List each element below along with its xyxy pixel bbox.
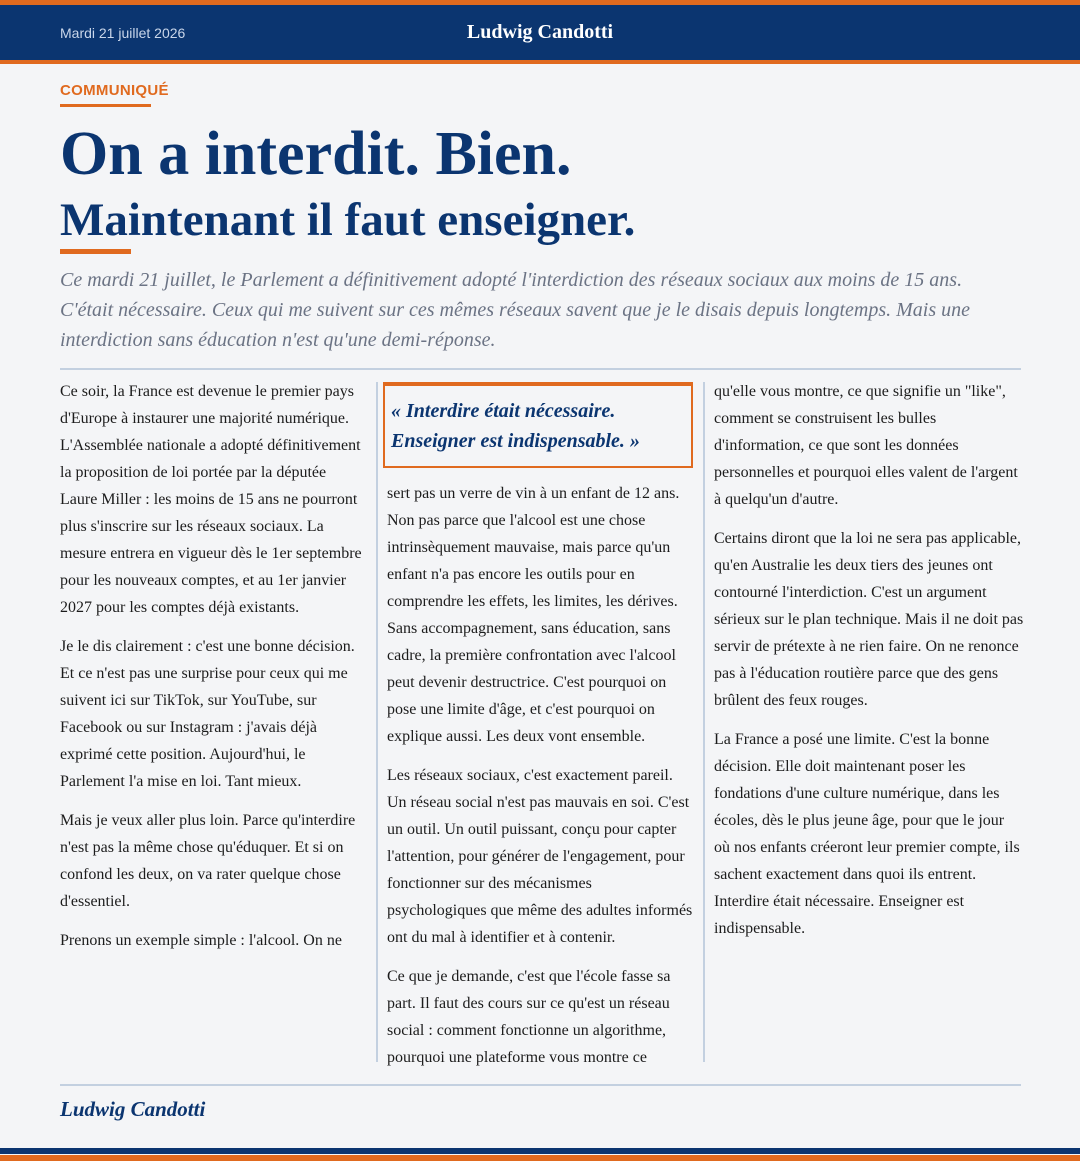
section-kicker: COMMUNIQUÉ (60, 82, 169, 99)
paragraph: Ce que je demande, c'est que l'école fasse sa part. Il faut des cours sur ce qu'est un réseau social : comment fonctionne un algorithme, pourquoi une plateforme vous montre ce (387, 968, 671, 1066)
paragraph: Certains diront que la loi ne sera pas applicable, qu'en Australie les deux tiers des jeunes ont contourné l'interdiction. C'est un argument sérieux sur le plan technique. Mais il ne doit pas servir de prétexte à ne rien faire. On ne renonce pas à l'éducation routière parce que des gens brûlent des feux rouges. (714, 530, 1024, 709)
pull-quote-line-2: Enseigner est indispensable. » (391, 430, 640, 452)
pull-quote (383, 382, 693, 468)
paragraph: La France a posé une limite. C'est la bonne décision. Elle doit maintenant poser les fondations d'une culture numérique, dans les écoles, dès le plus jeune âge, pour que le jour où nos enfants créeront leur premier compte, ils sachent exactement dans quoi ils entrent. Interdire était nécessaire. Enseigner est indispensable. (714, 731, 1020, 937)
paragraph: Ce soir, la France est devenue le premier pays d'Europe à instaurer une majorité numérique. L'Assemblée nationale a adopté définitivement la proposition de loi portée par la députée Laure Miller : les moins de 15 ans ne pourront plus s'inscrire sur les réseaux sociaux. La mesure entrera en vigueur dès le 1er septembre pour les nouveaux comptes, et au 1er janvier 2027 pour les comptes déjà existants. (60, 383, 362, 616)
paragraph: sert pas un verre de vin à un enfant de 12 ans. Non pas parce que l'alcool est une chose intrinsèquement mauvaise, mais parce qu'un enfant n'a pas encore les outils pour en comprendre les effets, les limites, les dérives. Sans accompagnement, sans éducation, sans cadre, la première confrontation avec l'alcool peut devenir destructrice. C'est pourquoi on pose une limite d'âge, et c'est pourquoi on explique aussi. Les deux vont ensemble. (387, 485, 680, 745)
masthead (0, 5, 1080, 60)
column-divider (703, 382, 705, 1062)
headline-line-1: On a interdit. Bien. (60, 120, 572, 188)
author-signature: Ludwig Candotti (60, 1097, 206, 1121)
article-column-1 (60, 378, 366, 966)
article-column-3 (714, 378, 1024, 954)
paragraph: Prenons un exemple simple : l'alcool. On ne (60, 932, 342, 949)
paragraph: qu'elle vous montre, ce que signifie un "like", comment se construisent les bulles d'information, ce que sont les données personnelles et pourquoi elles valent de l'argent à quelqu'un d'autre. (714, 383, 1018, 508)
article-column-2 (387, 480, 695, 1083)
masthead-underline (0, 60, 1080, 64)
paragraph: Je le dis clairement : c'est une bonne décision. Et ce n'est pas une surprise pour ceux qui me suivent ici sur TikTok, sur YouTube, sur Facebook ou sur Instagram : j'avais déjà exprimé cette position. Aujourd'hui, le Parlement l'a mise en loi. Tant mieux. (60, 638, 355, 790)
lede-paragraph: Ce mardi 21 juillet, le Parlement a définitivement adopté l'interdiction des réseaux sociaux aux moins de 15 ans. C'était nécessaire. Ceux qui me suivent sur ces mêmes réseaux savent que je le disais depuis longtemps. Mais une interdiction sans éducation n'est qu'une demi-réponse. (60, 269, 971, 351)
headline-rule (60, 249, 131, 254)
footer-bar-navy (0, 1148, 1080, 1154)
pull-quote-line-1: « Interdire était nécessaire. (391, 400, 616, 422)
kicker-rule (60, 104, 151, 107)
publication-date: Mardi 21 juillet 2026 (60, 25, 186, 41)
lede-divider (60, 368, 1021, 370)
masthead-author: Ludwig Candotti (466, 21, 614, 43)
footer-bar-orange (0, 1155, 1080, 1161)
headline-line-2: Maintenant il faut enseigner. (60, 194, 636, 246)
paragraph: Mais je veux aller plus loin. Parce qu'interdire n'est pas la même chose qu'éduquer. Et si on confond les deux, on va rater quelque chose d'essentiel. (60, 812, 356, 910)
footer-divider (60, 1084, 1021, 1086)
paragraph: Les réseaux sociaux, c'est exactement pareil. Un réseau social n'est pas mauvais en soi. C'est un outil. Un outil puissant, conçu pour capter l'attention, pour générer de l'engagement, pour fonctionner sur des mécanismes psychologiques que même des adultes informés ont du mal à identifier et à contenir. (387, 767, 693, 946)
column-divider (376, 382, 378, 1062)
